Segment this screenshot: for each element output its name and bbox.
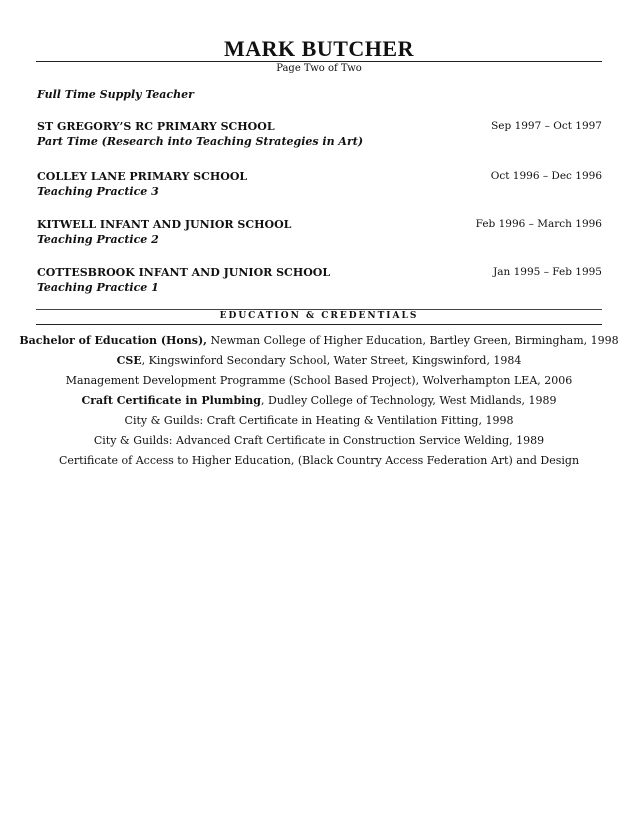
intro-role-entry: [37, 87, 602, 102]
education-item: Management Development Programme (School Based Project), Wolverhampton LEA, 2006: [65, 374, 573, 387]
education-item: City & Guilds: Craft Certificate in Heating & Ventilation Fitting, 1998: [124, 414, 514, 427]
education-item: Certificate of Access to Higher Education, (Black Country Access Federation Art) and Design: [58, 454, 580, 467]
experience-entry: [37, 217, 602, 247]
entry-role: Part Time (Research into Teaching Strategies in Art): [37, 135, 364, 148]
candidate-name: MARK BUTCHER: [224, 36, 414, 61]
entry-role: Teaching Practice 2: [37, 233, 159, 246]
education-item: Bachelor of Education (Hons), Newman College of Higher Education, Bartley Green, Birmingham, 1998: [19, 334, 619, 347]
intro-role: Full Time Supply Teacher: [37, 88, 194, 101]
education-list: [0, 331, 638, 471]
entry-role: Teaching Practice 1: [37, 281, 159, 294]
experience-entry: [37, 119, 602, 149]
education-item: Craft Certificate in Plumbing, Dudley College of Technology, West Midlands, 1989: [81, 394, 557, 407]
entry-dates: Jan 1995 – Feb 1995: [493, 266, 602, 278]
entry-dates: Sep 1997 – Oct 1997: [491, 120, 602, 132]
experience-entry: [37, 169, 602, 199]
education-item: City & Guilds: Advanced Craft Certificate in Construction Service Welding, 1989: [93, 434, 545, 447]
education-item: CSE, Kingswinford Secondary School, Water Street, Kingswinford, 1984: [116, 354, 522, 367]
experience-entry: [37, 265, 602, 295]
header-rule: [36, 61, 602, 62]
school-name: COLLEY LANE PRIMARY SCHOOL: [37, 170, 248, 183]
page-label: Page Two of Two: [276, 63, 362, 74]
entry-dates: Feb 1996 – March 1996: [475, 218, 602, 230]
school-name: KITWELL INFANT AND JUNIOR SCHOOL: [37, 218, 292, 231]
entry-role: Teaching Practice 3: [37, 185, 159, 198]
school-name: ST GREGORY’S RC PRIMARY SCHOOL: [37, 120, 275, 133]
entry-dates: Oct 1996 – Dec 1996: [490, 170, 602, 182]
school-name: COTTESBROOK INFANT AND JUNIOR SCHOOL: [37, 266, 331, 279]
section-rule: [36, 324, 602, 325]
section-heading: EDUCATION & CREDENTIALS: [219, 311, 419, 321]
